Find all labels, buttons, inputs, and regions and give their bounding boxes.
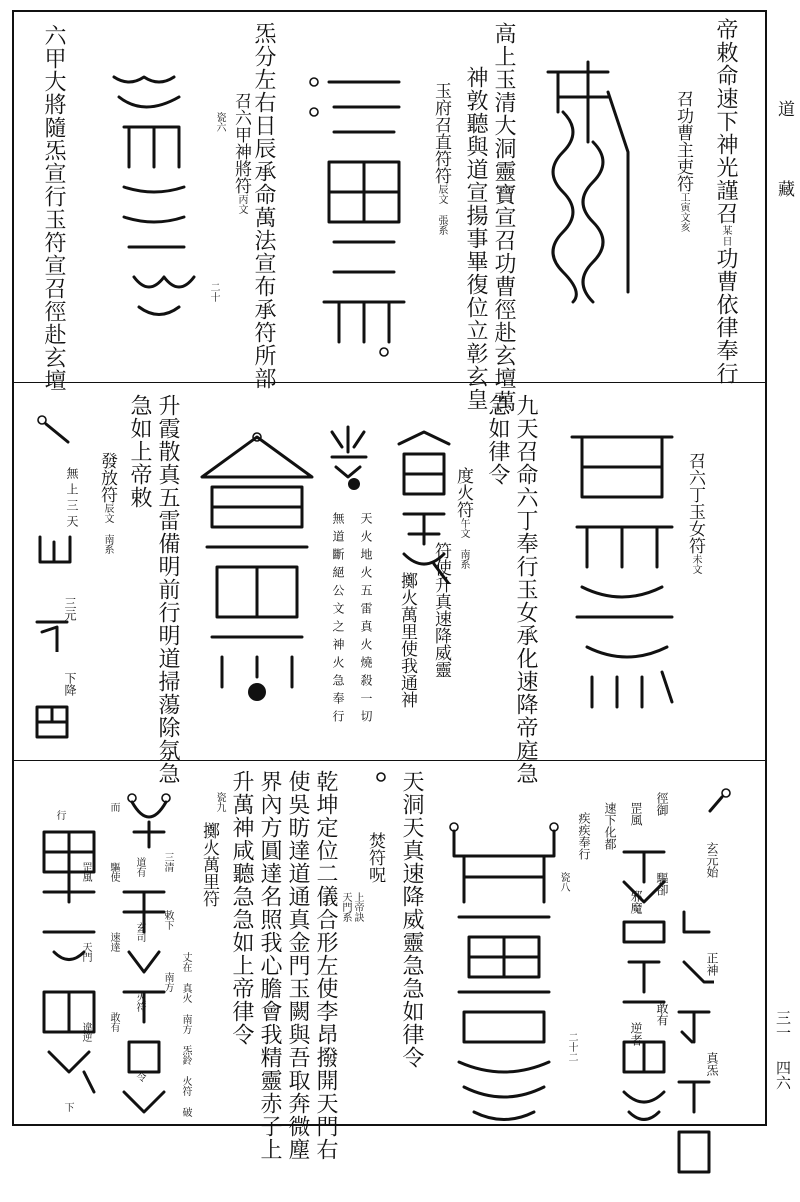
p1-col6: 召六甲神將符丙文	[231, 92, 251, 214]
p2-col13: 三元	[63, 597, 77, 621]
p3-col2c: 敢有	[655, 1002, 669, 1026]
p2-talisman-6	[32, 532, 77, 572]
p3-col16: 行	[54, 810, 65, 820]
p3-col7-tag: 上帝訣	[352, 892, 363, 922]
p3-col16b: 罡風	[80, 862, 91, 882]
p1-col2: 召功曹主吏符工寅文亥	[673, 90, 693, 232]
p3-col14: 道有	[134, 857, 145, 877]
p1-talisman-1	[538, 52, 638, 342]
p2-col8: 無道斷絕公文之神火急奉行	[331, 512, 345, 728]
p3-col16d: 違逆	[80, 1022, 91, 1042]
p3-col14d: 令	[134, 1072, 145, 1082]
p2-col10: 急如上帝敕	[127, 394, 152, 509]
p3-talisman-6	[114, 882, 174, 1122]
panel-divider-1	[14, 382, 765, 383]
p3-talisman-7	[34, 812, 114, 1112]
margin-label-dao: 道	[774, 100, 794, 117]
panel-divider-2	[14, 760, 765, 761]
p2-col5: 符使升真速降威靈	[431, 542, 451, 678]
p3-col15d: 敢有	[108, 1012, 119, 1032]
p3-col13c: 南方	[162, 972, 173, 992]
p3-col1: 玄元始	[705, 842, 719, 878]
p3-col15b: 驅使	[108, 862, 119, 882]
p3-col3c: 逆者	[629, 1022, 643, 1046]
p2-col2: 九天召命六丁奉行玉女承化速降帝庭急	[513, 394, 538, 785]
p3-col13: 三清	[162, 852, 173, 872]
p1-talisman-3	[104, 67, 204, 337]
p3-small-num: 二十二	[566, 1032, 577, 1062]
p2-talisman-3	[324, 422, 374, 502]
p2-col9: 升霞散真五雷備明前行明道掃蕩除氛急	[155, 394, 180, 785]
p3-col7-tag2: 天門系	[340, 892, 351, 922]
p2-talisman-5	[34, 412, 79, 452]
p3-bullet	[374, 770, 388, 784]
p3-col16e: 下	[62, 1102, 73, 1112]
page-frame	[12, 10, 767, 1161]
p2-col3: 急如律令	[485, 394, 510, 486]
p3-col15c: 速達	[108, 932, 119, 952]
p2-col6: 擲火萬里使我通神	[397, 572, 417, 708]
p3-col8: 乾坤定位二儀合形左使李昂撥開天門右	[313, 770, 338, 1161]
p3-col5: 疾疾奉行	[577, 812, 591, 860]
p3-col14b: 玄司	[134, 922, 145, 942]
p3-col9: 使吳昉達道通真金門玉闕與吾取奔微塵	[285, 770, 310, 1161]
volume-number: 三一	[774, 1010, 792, 1040]
p1-small-num: 二十	[208, 282, 219, 302]
p2-col12: 無上三天	[65, 467, 79, 531]
p3-col1c: 真炁	[705, 1052, 719, 1076]
p3-col3: 罡風	[629, 802, 643, 826]
p2-col14: 下降	[63, 672, 77, 696]
p3-col11: 升萬神咸聽急急如上帝律令	[229, 770, 254, 1046]
p3-col14c: 火符	[134, 992, 145, 1012]
p3-col4: 速下化都	[603, 802, 617, 850]
p3-talisman-3	[614, 842, 674, 1142]
p1-col5: 玉府召直符符辰文 張系	[431, 82, 451, 235]
p3-col7: 焚符呪	[365, 832, 385, 883]
p3-col12-tag: 丈在 真火 南方 炁鈴 火符 破	[180, 952, 191, 1117]
p2-talisman-7	[32, 612, 77, 652]
p3-talisman-4	[434, 817, 577, 1137]
p2-talisman-1	[562, 417, 682, 717]
page-number: 四六	[774, 1060, 792, 1090]
p1-col8: 六甲大將隨炁宣行玉符宣召徑赴玄壇	[41, 24, 66, 392]
p3-talisman-5	[124, 792, 174, 852]
p1-talisman-2	[294, 52, 414, 362]
p3-col10: 界內方圓達名照我心膽會我精靈赤子上	[257, 770, 282, 1161]
p3-col3b: 邪魔	[629, 890, 643, 914]
p3-col6: 天洞天真速降威靈急急如律令	[399, 770, 424, 1069]
p3-talisman-2	[674, 902, 714, 1202]
p2-col4: 度火符午文 南系	[453, 467, 473, 569]
p3-col1b: 正神	[705, 952, 719, 976]
p3-col2: 徑御	[655, 792, 669, 816]
p2-talisman-4	[192, 417, 322, 707]
p3-col12: 擲火萬里符	[199, 822, 219, 907]
p3-col5-note: 瓷八	[558, 872, 569, 892]
p3-col12-note: 瓷九	[214, 792, 225, 812]
p3-col16c: 天門	[80, 942, 91, 962]
p2-col11: 發放符辰文 南系	[97, 452, 117, 554]
p1-col1: 帝敕命速下神光謹召某日功曹依律奉行	[713, 18, 738, 385]
p1-col3: 高上玉清大洞靈寶宣召功曹徑赴玄壇萬	[491, 22, 516, 413]
p1-col4: 神敦聽與道宣揚事畢復位立彰玄皇	[463, 66, 488, 411]
p3-col2b: 驅卻	[655, 872, 669, 896]
p2-talisman-8	[32, 702, 77, 742]
p2-col7: 天火地火五雷真火燒殺一切	[359, 512, 373, 728]
p3-talisman-1	[704, 787, 734, 817]
margin-label-zang: 藏	[774, 180, 794, 197]
p3-col13b: 敕下	[162, 910, 173, 930]
p1-col7: 炁分左右日辰承命萬法宣布承符所部	[251, 22, 276, 390]
p3-col15: 而	[108, 802, 119, 812]
p2-col1: 召六丁玉女符未文	[685, 452, 705, 574]
p1-col6-note: 瓷六	[214, 112, 225, 132]
